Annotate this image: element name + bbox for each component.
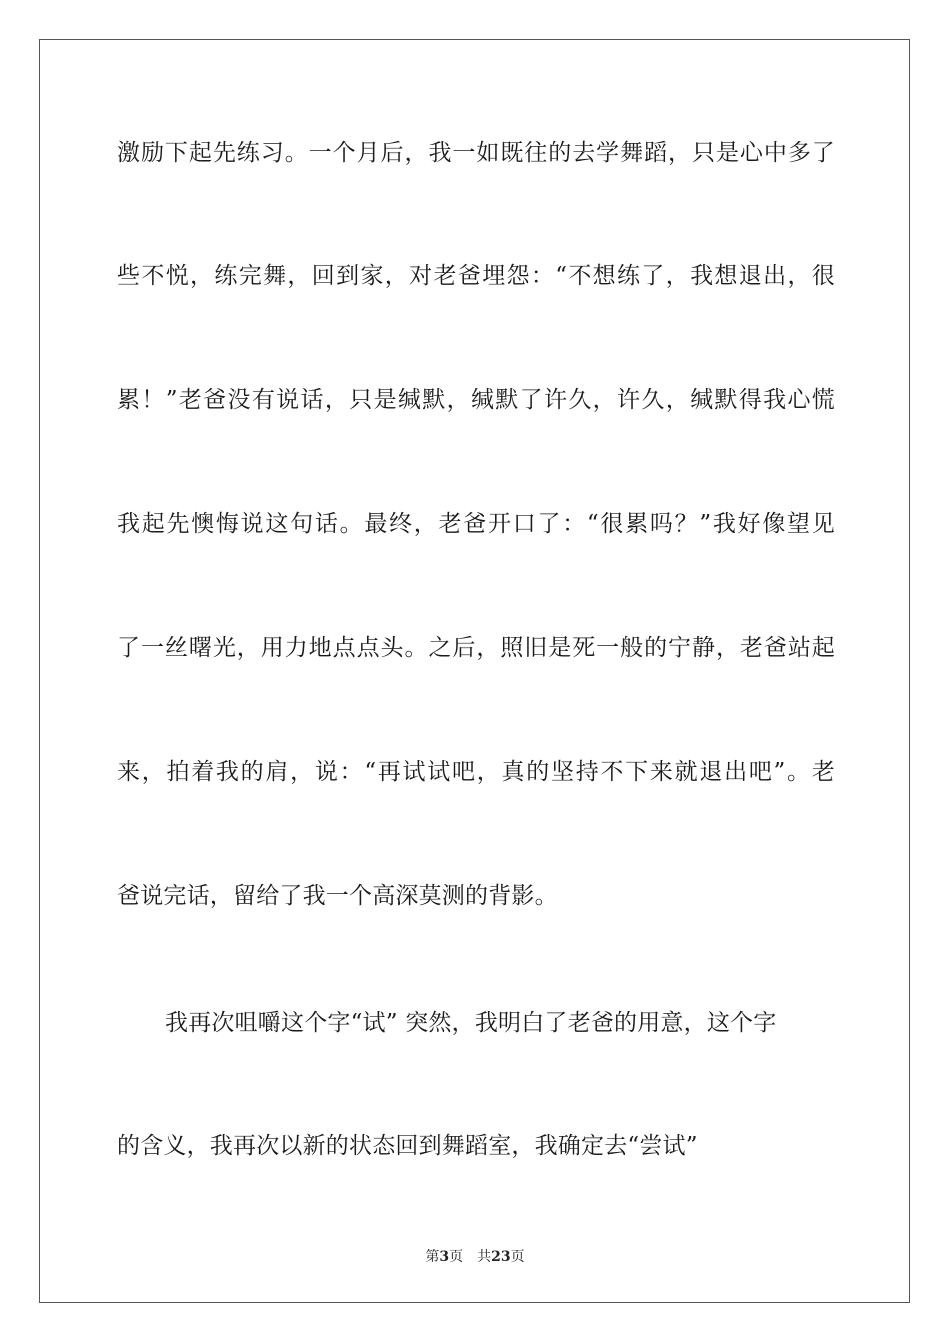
text-line-1: 激励下起先练习。一个月后，我一如既往的去学舞蹈，只是心中多了 [117,140,835,166]
text-line-5: 了一丝曙光，用力地点点头。之后，照旧是死一般的宁静，老爸站起 [117,635,835,661]
text-line-9: 的含义，我再次以新的状态回到舞蹈室，我确定去“尝试” [117,1133,698,1159]
footer-page-prefix: 第 [425,1249,440,1265]
footer-total-suffix: 页 [510,1249,525,1265]
footer-total-pages: 23 [491,1249,511,1265]
text-line-8: 我再次咀嚼这个字“试” 突然，我明白了老爸的用意，这个字 [165,1010,777,1036]
text-line-4: 我起先懊悔说这句话。最终，老爸开口了：“很累吗？”我好像望见 [117,511,835,537]
text-line-6: 来，拍着我的肩，说：“再试试吧，真的坚持不下来就退出吧”。老 [117,759,835,785]
footer-page-suffix: 页 [449,1249,464,1265]
page-border [39,39,910,1303]
text-line-3: 累！”老爸没有说话，只是缄默，缄默了许久，许久，缄默得我心慌 [117,387,835,413]
page-footer [0,1248,950,1266]
footer-total-prefix: 共 [477,1249,492,1265]
text-line-2: 些不悦，练完舞，回到家，对老爸埋怨：“不想练了，我想退出，很 [117,263,835,289]
footer-page-number: 3 [439,1249,450,1265]
text-line-7: 爸说完话，留给了我一个高深莫测的背影。 [117,883,558,909]
